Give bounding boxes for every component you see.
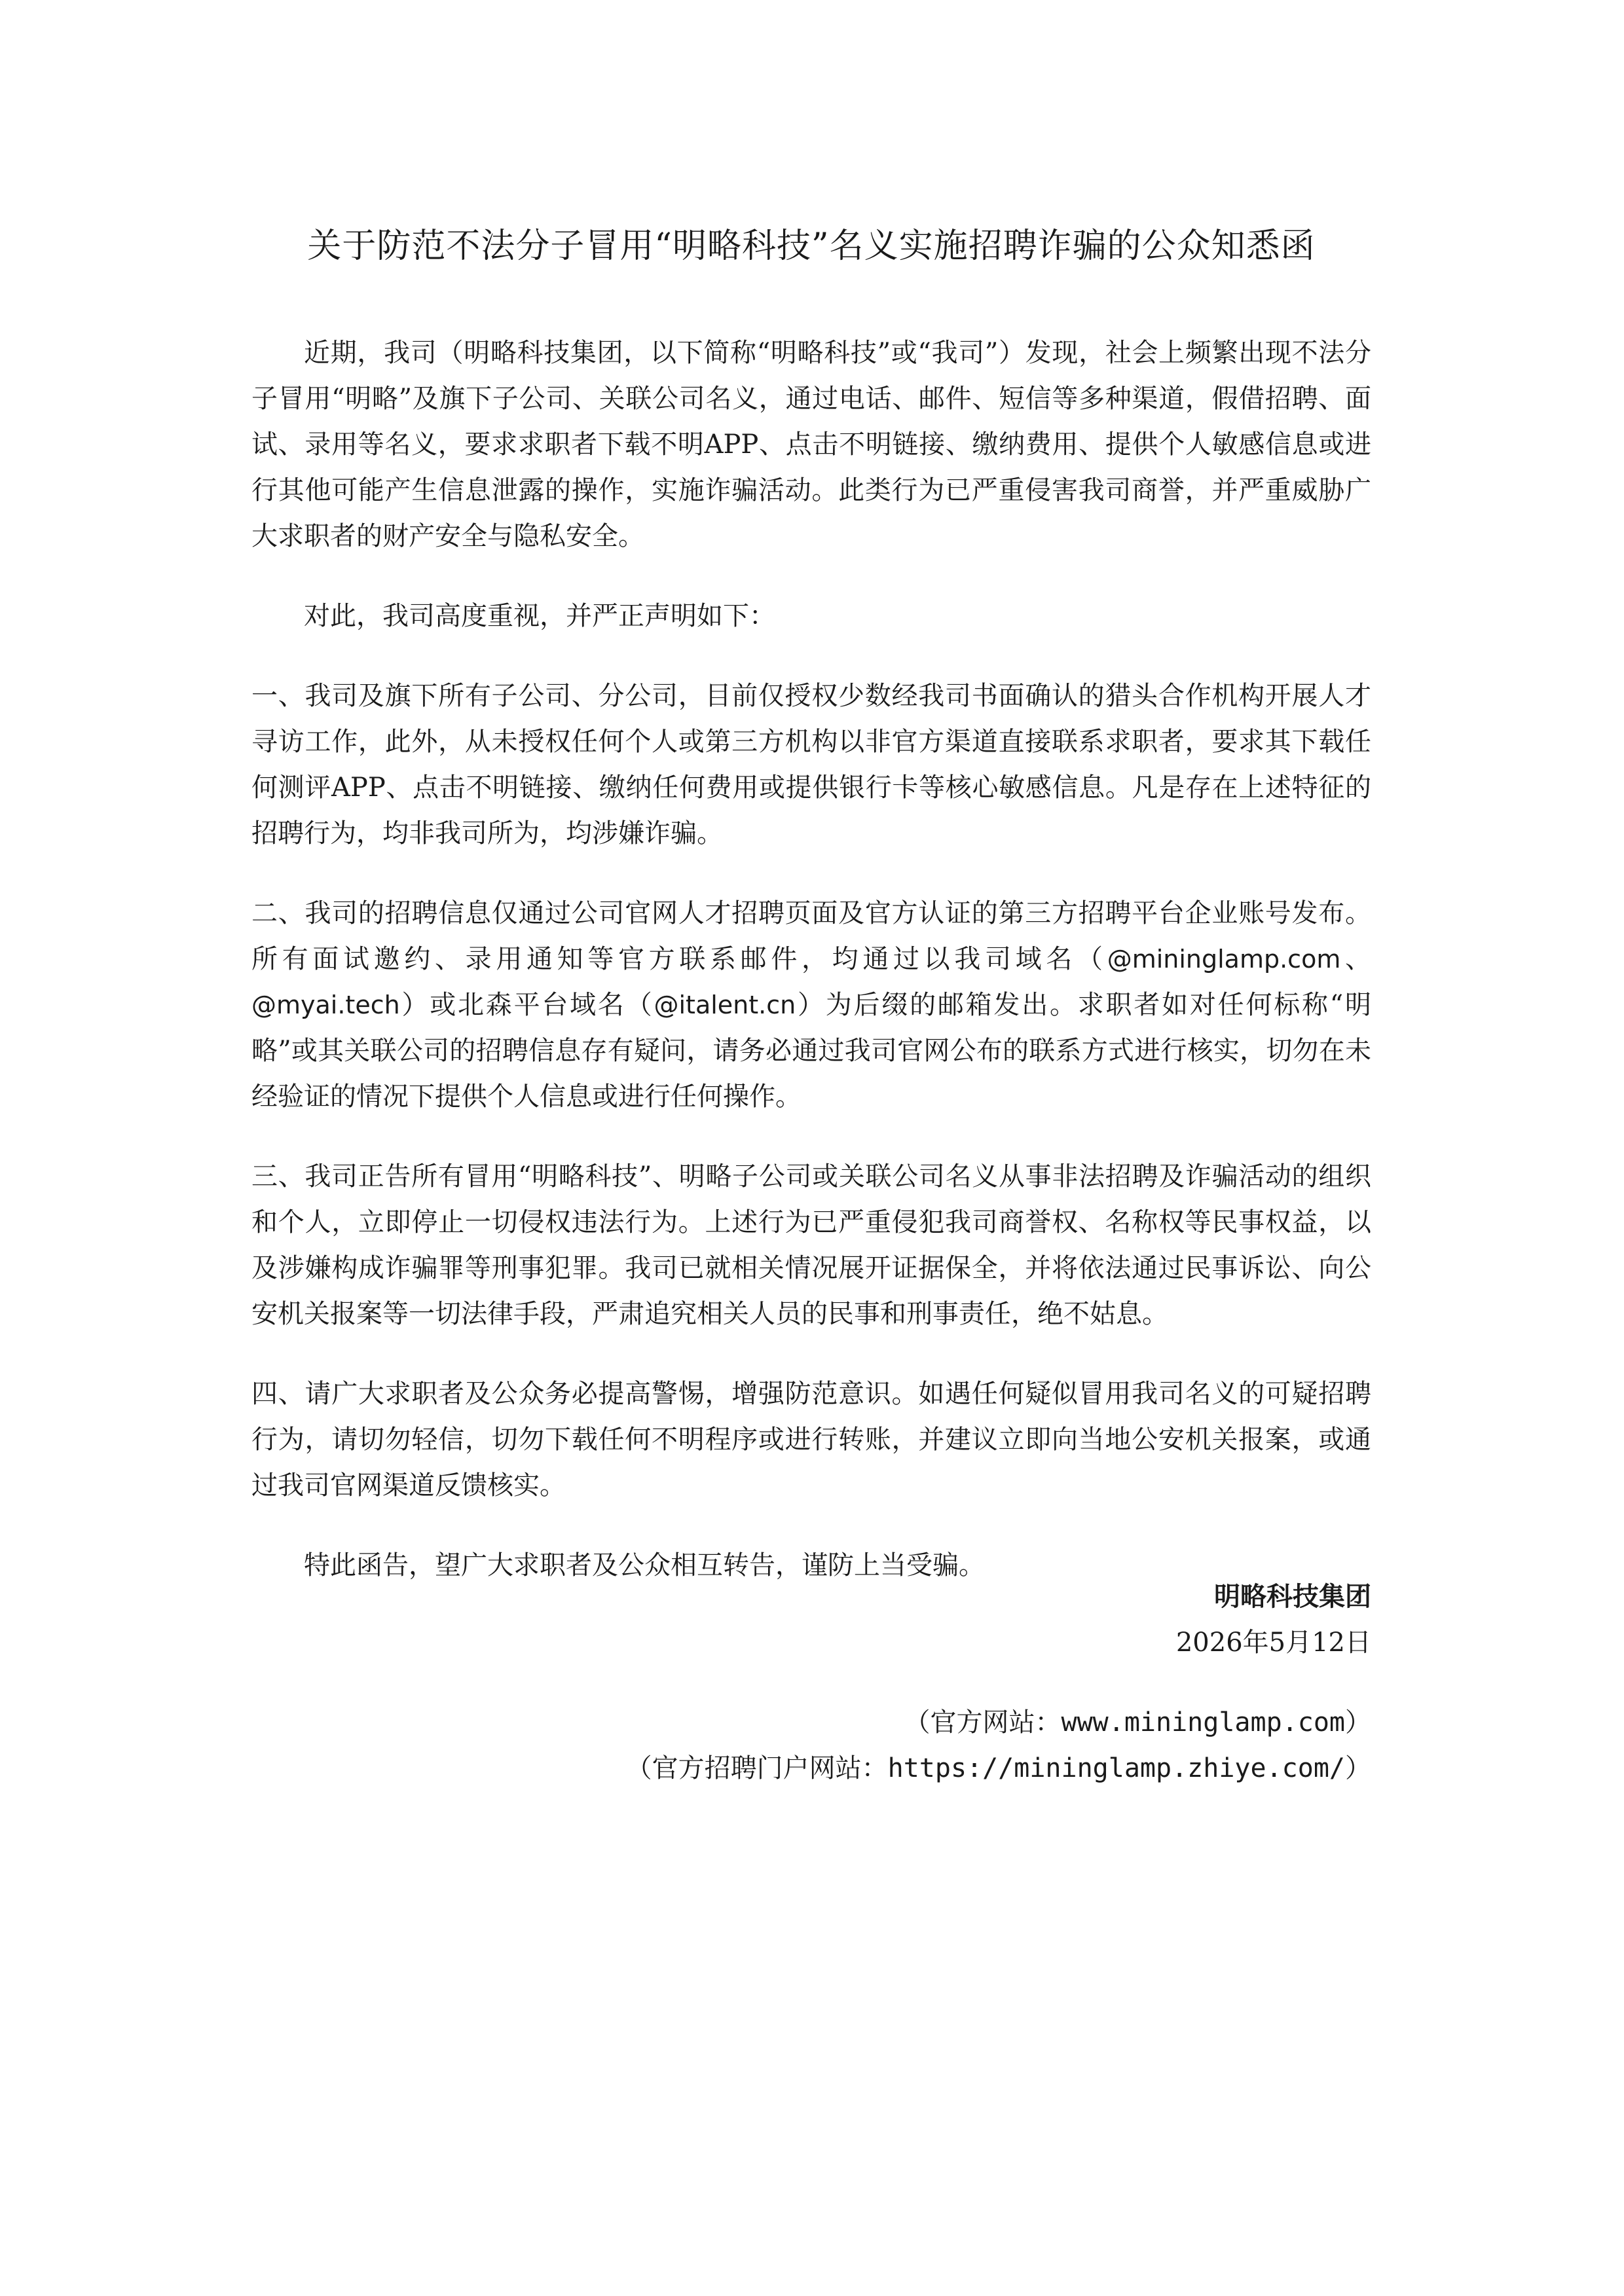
recruitment-portal-prefix: （官方招聘门户网站： (625, 1753, 888, 1783)
paragraph-point-1: 一、我司及旗下所有子公司、分公司，目前仅授权少数经我司书面确认的猎头合作机构开展人才寻访工作，此外，从未授权任何个人或第三方机构以非官方渠道直接联系求职者，要求其下载任何测评APP、点击不明链接、缴纳任何费用或提供银行卡等核心敏感信息。凡是存在上述特征的招聘行为，均非我司所为，均涉嫌诈骗。 (251, 681, 1371, 848)
email-domain-italent: @italent.cn (654, 991, 796, 1019)
point-2-text-c: ）为后缀的邮箱发出。求职者如对任何标称“明略”或其关联公司的招聘信息存有疑问，请务必通过我司官网公布的联系方式进行核实，切勿在未经验证的情况下提供个人信息或进行任何操作。 (251, 990, 1372, 1112)
paragraph-closing: 特此函告，望广大求职者及公众相互转告，谨防上当受骗。 (304, 1550, 985, 1580)
paragraph-intro: 近期，我司（明略科技集团，以下简称“明略科技”或“我司”）发现，社会上频繁出现不法分子冒用“明略”及旗下子公司、关联公司名义，通过电话、邮件、短信等多种渠道，假借招聘、面试、录用等名义，要求求职者下载不明APP、点击不明链接、缴纳费用、提供个人敏感信息或进行其他可能产生信息泄露的操作，实施诈骗活动。此类行为已严重侵害我司商誉，并严重威胁广大求职者的财产安全与隐私安全。 (251, 338, 1371, 551)
signature-organization: 明略科技集团 (1214, 1581, 1371, 1612)
recruitment-portal-line (626, 1745, 1371, 1791)
point-2-text-a: 二、我司的招聘信息仅通过公司官网人才招聘页面及官方认证的第三方招聘平台企业账号发布。所有面试邀约、录用通知等官方联系邮件，均通过以我司域名（ (251, 898, 1371, 974)
point-2-text-b: ）或北森平台域名（ (399, 990, 654, 1020)
notice-page (251, 223, 1371, 1622)
official-website-link[interactable]: www.mininglamp.com (1061, 1707, 1345, 1738)
paragraph-point-4: 四、请广大求职者及公众务必提高警惕，增强防范意识。如遇任何疑似冒用我司名义的可疑招聘行为，请切勿轻信，切勿下载任何不明程序或进行转账，并建议立即向当地公安机关报案，或通过我司官网渠道反馈核实。 (251, 1379, 1371, 1501)
recruitment-portal-suffix: ） (1345, 1753, 1371, 1783)
document-title: 关于防范不法分子冒用“明略科技”名义实施招聘诈骗的公众知悉函 (307, 227, 1316, 266)
point-2-separator: 、 (1340, 944, 1372, 974)
document-body (251, 330, 1371, 1588)
paragraph-point-2 (251, 890, 1371, 1120)
official-website-prefix: （官方网站： (904, 1707, 1061, 1738)
paragraph-point-3: 三、我司正告所有冒用“明略科技”、明略子公司或关联公司名义从事非法招聘及诈骗活动的组织和个人，立即停止一切侵权违法行为。上述行为已严重侵犯我司商誉权、名称权等民事权益，以及涉嫌构成诈骗罪等刑事犯罪。我司已就相关情况展开证据保全，并将依法通过民事诉讼、向公安机关报案等一切法律手段，严肃追究相关人员的民事和刑事责任，绝不姑息。 (251, 1161, 1371, 1329)
official-website-suffix: ） (1345, 1707, 1371, 1738)
email-domain-myai: @myai.tech (251, 991, 400, 1019)
signature-block (626, 1574, 1371, 1791)
recruitment-portal-link[interactable]: https://mininglamp.zhiye.com/ (887, 1753, 1345, 1783)
official-website-line (626, 1700, 1371, 1745)
email-domain-mininglamp: @mininglamp.com (1107, 945, 1341, 974)
signature-date: 2026年5月12日 (1175, 1628, 1371, 1658)
paragraph-statement-lead: 对此，我司高度重视，并严正声明如下： (304, 601, 775, 631)
